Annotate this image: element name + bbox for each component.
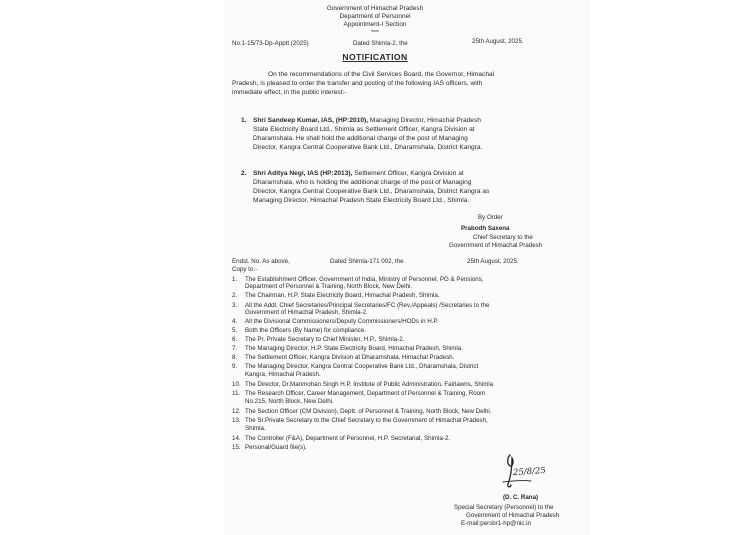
final-signatory-email: E-mail:persbr1-hp@nic.in xyxy=(461,520,531,527)
order-item-2 xyxy=(241,170,464,179)
copy-6-number: 6. xyxy=(232,336,238,343)
order-1-line-1: Managing Director, Himachal Pradesh xyxy=(368,117,481,124)
intro-line-3: immediate effect, in the public interest:- xyxy=(232,89,347,96)
copy-9-line-2: Kangra, Himachal Pradesh. xyxy=(245,371,321,378)
copy-item-5 xyxy=(232,327,366,335)
copy-item-12 xyxy=(232,408,491,416)
copy-item-13 xyxy=(232,417,488,425)
reference-date xyxy=(472,38,524,46)
order-2-line-3: Director, Kangra Central Cooperative Bank Ltd., Dharamshala, District Kangra as xyxy=(253,188,490,195)
copy-15-number: 15. xyxy=(232,444,241,451)
copy-2-line-1: The Chairman, H.P. State Electricity Board, Himachal Pradesh, Shimla. xyxy=(245,292,440,299)
order-item-1 xyxy=(241,117,481,126)
copy-5-line-1: Both the Officers (By Name) for compliance. xyxy=(245,327,366,334)
copy-1-line-2: Department of Personnel & Training, North Block, New Delhi. xyxy=(245,283,413,290)
copy-8-line-1: The Settlement Officer, Kangra Division at Dharamshala, Himachal Pradesh. xyxy=(245,354,455,361)
reference-number: No.1-15/73-Dp-Apptt (2025) xyxy=(232,40,309,47)
order-2-line-2: Dharamshala, who is holding the additional charge of the post of Managing xyxy=(253,179,472,186)
copy-item-6 xyxy=(232,336,404,344)
header-department: Department of Personnel xyxy=(339,13,411,20)
copy-11-line-1: The Research Officer, Career Management, Department of Personnel & Training, Room xyxy=(245,390,486,397)
endorsement-number: Endst. No. As above, xyxy=(232,258,290,265)
order-2-number: 2. xyxy=(241,170,247,177)
copy-12-line-1: The Section Officer (CM Division), Deptt. of Personnel & Training, North Block, New Delhi. xyxy=(245,408,492,415)
reference-date-text: 25th August, 2025. xyxy=(472,38,524,45)
signatory-designation-2: Government of Himachal Pradesh xyxy=(449,242,543,249)
copy-10-line-1: The Director, Dr.Manmohan Singh H.P. Institute of Public Administration, Fairlawns, Shimla xyxy=(245,381,494,388)
copy-13-number: 13. xyxy=(232,417,241,424)
copy-item-9 xyxy=(232,363,478,371)
order-1-line-3: Dharamshala. He shall hold the additional charge of the post of Managing xyxy=(253,135,468,142)
endorsement-dated: Dated Shimla-171 002, the xyxy=(330,258,404,265)
header-section: Appointment-I Section xyxy=(343,21,407,28)
copy-1-line-1: The Establishment Officer, Government of India, Ministry of Personnel, PG & Pensions, xyxy=(245,276,484,283)
copy-item-8 xyxy=(232,354,454,362)
copy-13-line-2: Shimla. xyxy=(245,425,266,432)
copy-item-2 xyxy=(232,292,440,300)
order-1-officer: Shri Sandeep Kumar, IAS, (HP:2010), xyxy=(253,117,369,124)
copy-item-15 xyxy=(232,444,307,452)
copy-9-number: 9. xyxy=(232,363,238,370)
copy-3-line-2: Government of Himachal Pradesh, Shimla-2. xyxy=(245,309,368,316)
intro-line-1: On the recommendations of the Civil Services Board, the Governor, Himachal xyxy=(268,71,495,78)
copy-item-14 xyxy=(232,435,450,443)
copy-14-line-1: The Controller (F&A), Department of Personnel, H.P. Secretariat, Shimla-2. xyxy=(245,435,451,442)
copy-item-4 xyxy=(232,318,438,326)
reference-dated: Dated Shimla-2, the xyxy=(353,40,408,47)
copy-2-number: 2. xyxy=(232,292,238,299)
copy-14-number: 14. xyxy=(232,435,241,442)
order-1-line-2: State Electricity Board Ltd., Shimla as Settlement Officer, Kangra Division at xyxy=(253,126,475,133)
intro-line-2: Pradesh, is pleased to order the transfer and posting of the following IAS officers, with xyxy=(232,80,483,87)
endorsement-date: 25th August, 2025. xyxy=(467,258,519,265)
copy-4-number: 4. xyxy=(232,318,238,325)
handwritten-date: 25/8/25 xyxy=(512,465,547,479)
copy-10-number: 10. xyxy=(232,381,241,388)
final-signatory-designation-1: Special Secretary (Personnel) to the xyxy=(454,504,554,511)
copy-item-10 xyxy=(232,381,493,389)
copy-3-line-1: All the Addl. Chief Secretaries/Principal Secretaries/FC (Rev./Appeals) /Secretaries to the xyxy=(245,302,490,309)
copy-to-label: Copy to:- xyxy=(232,266,258,273)
copy-7-number: 7. xyxy=(232,345,238,352)
copy-1-number: 1. xyxy=(232,276,238,283)
copy-13-line-1: The Sr.Private Secretary to the Chief Secretary to the Government of Himachal Pradesh, xyxy=(245,417,488,424)
copy-7-line-1: The Managing Director, H.P. State Electricity Board, Himachal Pradesh, Shimla. xyxy=(245,345,463,352)
final-signatory-designation-2: Government of Himachal Pradesh xyxy=(466,512,560,519)
order-2-line-4: Managing Director, Himachal Pradesh State Electricity Board Ltd., Shimla. xyxy=(253,197,470,204)
copy-6-line-1: The Pr. Private Secretary to Chief Minister, H.P., Shimla-2. xyxy=(245,336,405,343)
order-1-number: 1. xyxy=(241,117,247,124)
order-2-officer: Shri Aditya Negi, IAS (HP:2013), xyxy=(253,170,353,177)
copy-11-line-2: No.215, North Block, New Delhi. xyxy=(245,398,334,405)
final-signatory-name: (D. C. Rana) xyxy=(503,494,539,501)
copy-9-line-1: The Managing Director, Kangra Central Cooperative Bank Ltd., Dharamshala, District xyxy=(245,363,479,370)
order-2-line-1: Settlement Officer, Kangra Division at xyxy=(352,170,464,177)
copy-5-number: 5. xyxy=(232,327,238,334)
header-government: Government of Himachal Pradesh xyxy=(326,5,424,12)
order-1-line-4: Director, Kangra Central Cooperative Bank Ltd., Dharamshala, District Kangra. xyxy=(253,144,483,151)
notification-title: NOTIFICATION xyxy=(342,52,408,62)
copy-item-11 xyxy=(232,390,485,398)
copy-item-7 xyxy=(232,345,463,353)
copy-15-line-1: Personal/Guard file(s). xyxy=(245,444,307,451)
copy-8-number: 8. xyxy=(232,354,238,361)
by-order: By Order xyxy=(478,214,503,221)
copy-4-line-1: All the Divisional Commissioners/Deputy Commissioners/HODs in H.P. xyxy=(245,318,439,325)
copy-12-number: 12. xyxy=(232,408,241,415)
signatory-name: Prabodh Saxena xyxy=(461,225,510,232)
header-stars: **** xyxy=(371,30,379,36)
copy-3-number: 3. xyxy=(232,302,238,309)
signatory-designation-1: Chief Secretary to the xyxy=(473,234,533,241)
copy-11-number: 11. xyxy=(232,390,241,397)
